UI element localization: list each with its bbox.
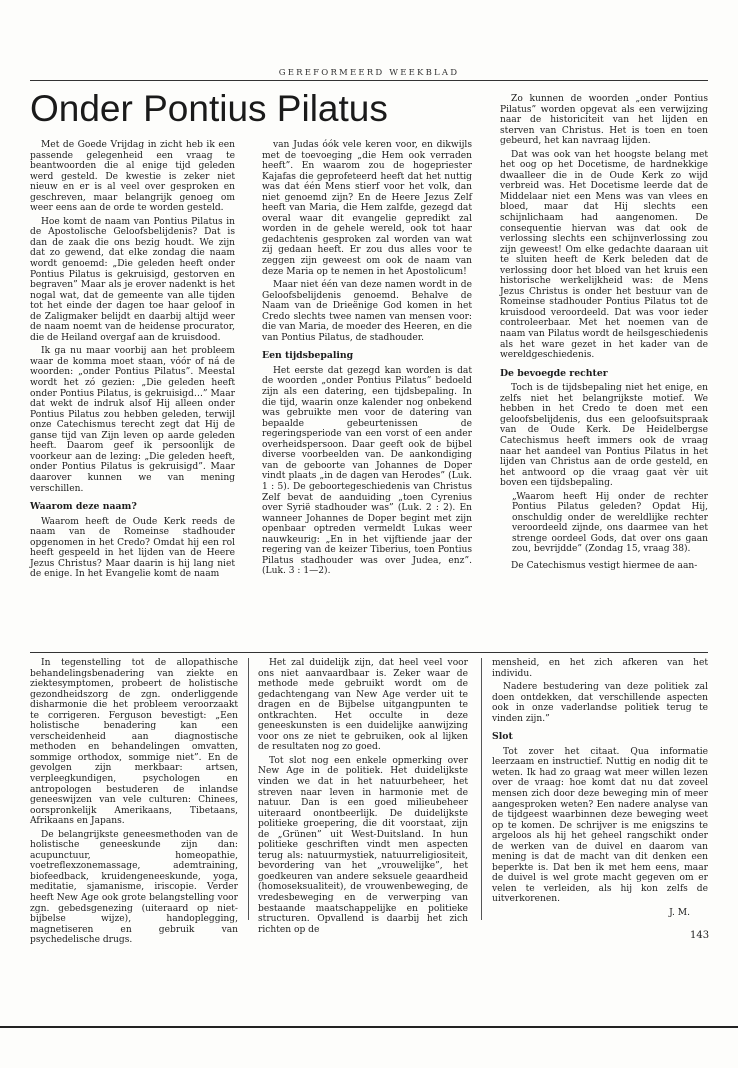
paragraph: Het eerste dat gezegd kan worden is dat de woorden „onder Pontius Pilatus” bedoeld zijn als een datering, een tijdsbepaling. In die tijd, waarin onze kalender nog onbekend was gebruikte men voor de datering van bepaalde gebeurtenissen de regeringsperiode van een vorst of een ander overheidspersoon. Daar geeft ook de bijbel diverse voorbeelden van. De aankondiging van de geboorte van Johannes de Doper vindt plaats „in de dagen van Herodes” (Luk. 1 : 5). De geboortegeschiedenis van Christus Zelf bevat de aanduiding „toen Cyrenius over Syrië stadhouder was” (Luk. 2 : 2). En wanneer Johannes de Doper begint met zijn openbaar optreden vermeldt Lukas weer nauwkeurig: „En in het vijftiende jaar der regering van de keizer Tiberius, toen Pontius Pilatus stadhouder was over Judea, enz”. (Luk. 3 : 1—2). <box>262 365 472 577</box>
paragraph: Nadere bestudering van deze politiek zal doen ontdekken, dat verschillende aspecten ook in onze vaderlandse politiek terug te vinden zijn.” <box>492 682 708 724</box>
upper-column-1 <box>30 140 235 645</box>
catechism-quote: „Waarom heeft Hij onder de rechter Pontius Pilatus geleden? Opdat Hij, onschuldig onder de wereldlijke rechter veroordeeld zijnde, ons daarmee van het strenge oordeel Gods, dat over ons gaan zou, bevrijdde” (Zondag 15, vraag 38). <box>512 491 708 555</box>
paragraph: In tegenstelling tot de allopathische behandelingsbenadering van ziekte en ziektesymptomen, probeert de holistische gezondheidszorg de zgn. onderliggende disharmonie die het probleem veroorzaakt te corrigeren. Ferguson bevestigt: „Een holistische benadering kan een verscheidenheid aan diagnostische methoden en behandelingen omvatten, sommige orthodox, sommige niet”. En de gevolgen zijn merkbaar: artsen, verpleegkundigen, psychologen en antropologen bestuderen de inlandse geneeswijzen van vele culturen: Chinees, oorspronkelijk Amerikaans, Tibetaans, Afrikaans en Japans. <box>30 658 238 827</box>
article-title: Onder Pontius Pilatus <box>30 88 388 129</box>
paragraph: De belangrijkste geneesmethoden van de holistische geneeskunde zijn dan: acupunctuur, homeopathie, voetreflexzonemassage, ademtraining, biofeedback, kruidengeneeskunde, yoga, meditatie, sjamanisme, iriscopie. Verder heeft New Age ook grote belangstelling voor zgn. gebedsgenezing (uiteraard op niet-bijbelse wijze), handoplegging, magnetiseren en gebruik van psychedelische drugs. <box>30 829 238 946</box>
running-header: GEREFORMEERD WEEKBLAD <box>278 68 460 78</box>
column-rule <box>481 658 482 920</box>
column-rule <box>248 658 249 920</box>
paragraph: De Catechismus vestigt hiermee de aan- <box>511 560 698 571</box>
paragraph: mensheid, en het zich afkeren van het individu. <box>492 658 708 679</box>
lower-column-2 <box>258 658 468 935</box>
page-number: 143 <box>690 930 710 941</box>
upper-column-3 <box>500 94 708 648</box>
section-heading: Slot <box>492 731 513 743</box>
paragraph: Maar niet één van deze namen wordt in de Geloofsbelijdenis genoemd. Behalve de Naam van de Drieënige God komen in het Credo slechts twee namen van mensen voor: die van Maria, de moeder des Heeren, en die van Pontius Pilatus, de stadhouder. <box>262 280 472 343</box>
paragraph: Met de Goede Vrijdag in zicht heb ik een passende gelegenheid een vraag te beantwoorden die al enige tijd geleden werd gesteld. De kwestie is zeker niet nieuw en er is al veel over gesproken en geschreven, maar belangrijk genoeg om weer eens aan de orde te worden gesteld. <box>30 140 235 214</box>
paragraph: van Judas óók vele keren voor, en dikwijls met de toevoeging „die Hem ook verraden heeft”. En waarom zou de hogepriester Kajafas die geprofeteerd heeft dat het nuttig was dat één Mens stierf voor het volk, dan niet genoemd zijn? En de Heere Jezus Zelf heeft van Maria, die Hem zalfde, gezegd dat overal waar dit evangelie gepredikt zal worden in de gehele wereld, ook tot haar gedachtenis gesproken zal worden van wat zij gedaan heeft. Er zou dus alles voor te zeggen zijn geweest om ook de naam van deze Maria op te nemen in het Apostolicum! <box>262 140 472 277</box>
section-heading: De bevoegde rechter <box>500 367 608 379</box>
paragraph: Tot zover het citaat. Qua informatie leerzaam en instructief. Nuttig en nodig dit te weten. Ik had zo graag wat meer willen lezen over de vraag: hoe komt dat nu dat zoveel mensen zich door deze beweging min of meer aangesproken weten? Een nadere analyse van de tijdgeest waarbinnen deze beweging weet op te komen. De schrijver is me enigszins te argeloos als hij het geheel rangschikt onder de werken van de duivel en daarom van mening is dat de macht van dit denken een beperkte is. Dat ben ik met hem eens, maar de duivel is wel grote macht gegeven om er velen te verleiden, als hij kon zelfs de uitverkorenen. <box>492 746 708 905</box>
bottom-border <box>0 1026 738 1028</box>
section-heading: Een tijdsbepaling <box>262 350 354 362</box>
paragraph: Dat was ook van het hoogste belang met het oog op het Docetisme, de hardnekkige dwaalleer die in de Oude Kerk zo wijd verbreid was. Het Docetisme leerde dat de Middelaar niet een Mens was van vlees en bloed, maar dat Hij slechts een schijnlichaam had aangenomen. De consequentie hiervan was dat ook de verlossing slechts een schijnverlossing zou zijn geweest! Om elke gedachte daaraan uit te sluiten heeft de Kerk beleden dat de verlossing door het bloed van het kruis een historische werkelijkheid was: de Mens Jezus Christus is onder het bestuur van de Romeinse stadhouder Pontius Pilatus tot de kruisdood veroordeeld. Dat was voor ieder controleerbaar. Met het noemen van de naam van Pilatus wordt de heilsgeschiedenis als het ware gezet in het kader van de wereldgeschiedenis. <box>500 149 708 361</box>
paragraph: Waarom heeft de Oude Kerk reeds de naam van de Romeinse stadhouder opgenomen in het Credo? Omdat hij een rol heeft gespeeld in het lijden van de Heere Jezus Christus? Maar daarin is hij lang niet de enige. In het Evangelie komt de naam <box>30 516 235 580</box>
header-rule <box>30 80 708 81</box>
lower-column-3 <box>492 658 708 933</box>
section-heading: Waarom deze naam? <box>30 501 137 513</box>
lower-column-1 <box>30 658 238 946</box>
upper-column-2 <box>262 140 472 645</box>
paragraph: Het zal duidelijk zijn, dat heel veel voor ons niet aanvaardbaar is. Zeker waar de methode mede gebruikt wordt om de gedachtengang van New Age verder uit te dragen en de Bijbelse uitgangpunten te ontkrachten. Het occulte in deze geneeskunsten is een duidelijke aanwijzing voor ons ze niet te gebruiken, ook al lijken de resultaten nog zo goed. <box>258 658 468 753</box>
author-signature: J. M. <box>669 908 690 919</box>
paragraph: Ik ga nu maar voorbij aan het probleem waar de komma moet staan, vóór of ná de woorden: „onder Pontius Pilatus”. Meestal wordt het zó gezien: „Die geleden heeft onder Pontius Pilatus, is gekruisigd…” Maar dat wekt de indruk alsof Hij alleen onder Pontius Pilatus zou hebben geleden, terwijl onze Catechismus terecht zegt dat Hij de ganse tijd van Zijn leven op aarde geleden heeft. Daarom geef ik persoonlijk de voorkeur aan de lezing: „Die geleden heeft, onder Pontius Pilatus is gekruisigd”. Maar daarover kunnen we van mening verschillen. <box>30 346 235 494</box>
paragraph: Toch is de tijdsbepaling niet het enige, en zelfs niet het belangrijkste motief. We hebben in het Credo te doen met een geloofsbelijdenis, dus een geloofsuitspraak van de Oude Kerk. De Heidelbergse Catechismus heeft immers ook de vraag naar het aandeel van Pontius Pilatus in het lijden van Christus aan de orde gesteld, en het antwoord op die vraag gaat vèr uit boven een tijdsbepaling. <box>500 383 708 489</box>
section-divider <box>30 652 708 653</box>
paragraph: Zo kunnen de woorden „onder Pontius Pilatus” worden opgevat als een verwijzing naar de historiciteit van het lijden en sterven van Christus. Het is toen en toen gebeurd, het kan navraag lijden. <box>500 94 708 147</box>
paragraph: Tot slot nog een enkele opmerking over New Age in de politiek. Het duidelijkste vinden we dat in het natuurbeheer, het streven naar leven in harmonie met de natuur. Dan is een goed milieubeheer uiteraard onontbeerlijk. De duidelijkste politieke groepering, die dit voorstaat, zijn de „Grünen” uit West-Duitsland. In hun politieke geschriften vindt men aspecten terug als: natuurmystiek, natuurreligiositeit, bevordering van het „vrouwelijke”, het goedkeuren van andere seksuele geaardheid (homoseksualiteit), de vrouwenbeweging, de vredesbeweging en de verwerping van bestaande maatschappelijke en politieke structuren. Opvallend is daarbij het zich richten op de <box>258 755 468 935</box>
paragraph: Hoe komt de naam van Pontius Pilatus in de Apostolische Geloofsbelijdenis? Dat is dan de zaak die ons bezig houdt. We zijn dat zo gewend, dat elke zondag die naam wordt genoemd: „Die geleden heeft onder Pontius Pilatus is gekruisigd, gestorven en begraven” Maar als je erover nadenkt is het nogal wat, dat de gemeente van alle tijden tot het einde der dagen toe haar geloof in de Zaligmaker belijdt en daarbij altijd weer de naam noemt van de heidense procurator, die de Heiland overgaf aan de kruisdood. <box>30 216 235 343</box>
